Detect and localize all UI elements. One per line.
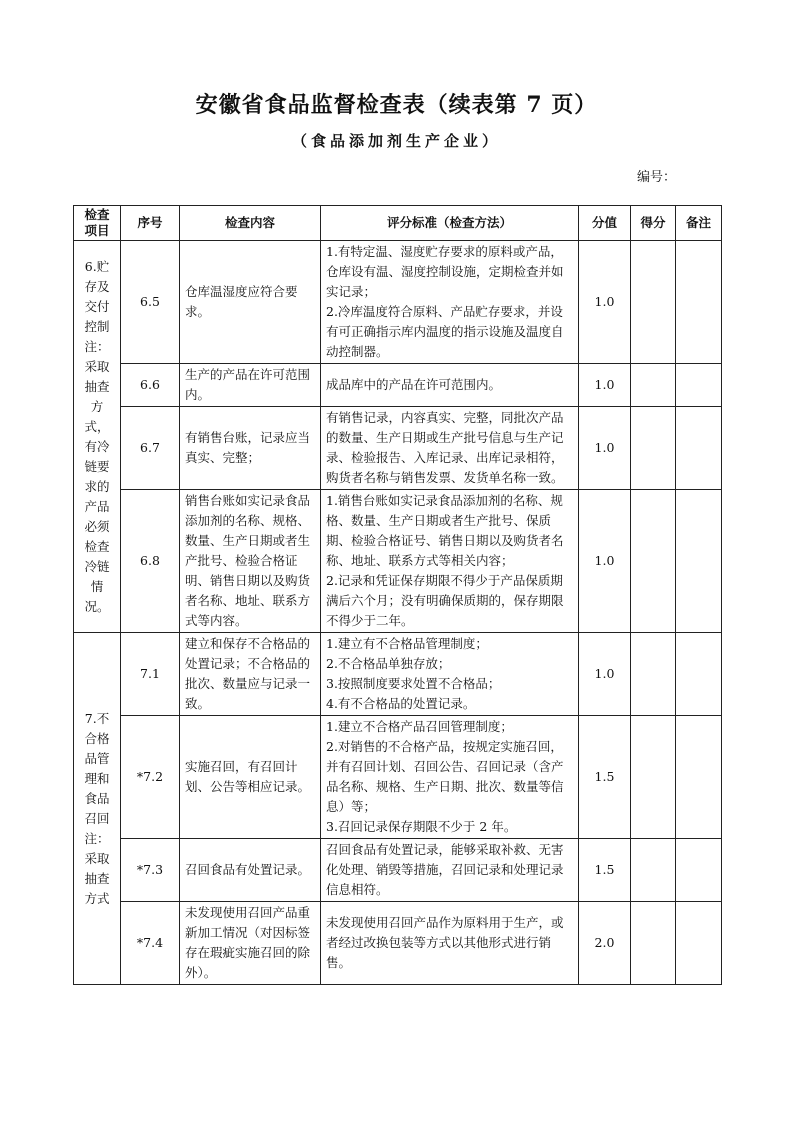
row-criteria: 1.建立不合格产品召回管理制度； 2.对销售的不合格产品，按规定实施召回，并有召回计划、召回公告、召回记录（含产品名称、规格、生产日期、批次、数量等信息）等； 3.召回记录保存期限不少于 2 年。 <box>321 716 579 839</box>
row-score: 1.0 <box>579 364 631 407</box>
row-criteria: 1.建立有不合格品管理制度； 2.不合格品单独存放； 3.按照制度要求处置不合格品； 4.有不合格品的处置记录。 <box>321 633 579 716</box>
row-number: *7.2 <box>121 716 180 839</box>
table-row <box>74 716 722 839</box>
row-score: 1.5 <box>579 839 631 902</box>
row-obtained-cell[interactable] <box>631 839 676 902</box>
table-row <box>74 839 722 902</box>
row-criteria: 成品库中的产品在许可范围内。 <box>321 364 579 407</box>
column-header-content: 检查内容 <box>180 206 321 241</box>
row-content: 实施召回，有召回计划、公告等相应记录。 <box>180 716 321 839</box>
row-number: 6.7 <box>121 407 180 490</box>
row-content: 召回食品有处置记录。 <box>180 839 321 902</box>
row-number: 6.8 <box>121 490 180 633</box>
row-number: *7.3 <box>121 839 180 902</box>
row-score: 1.5 <box>579 716 631 839</box>
table-row <box>74 407 722 490</box>
column-header-obtained: 得分 <box>631 206 676 241</box>
row-score: 1.0 <box>579 490 631 633</box>
row-obtained-cell[interactable] <box>631 364 676 407</box>
column-header-score: 分值 <box>579 206 631 241</box>
row-remarks-cell[interactable] <box>676 716 722 839</box>
row-criteria: 1.销售台账如实记录食品添加剂的名称、规格、数量、生产日期或者生产批号、保质期、检验合格证号、销售日期以及购货者名称、地址、联系方式等相关内容； 2.记录和凭证保存期限不得少于产品保质期满后六个月；没有明确保质期的，保存期限不得少于二年。 <box>321 490 579 633</box>
group-item-cell: 7.不 合格 品管 理和 食品 召回 注： 采取 抽查 方式 <box>74 633 121 985</box>
table-row <box>74 902 722 985</box>
page-title: 安徽省食品监督检查表（续表第 7 页） <box>195 92 598 118</box>
table-row <box>74 241 722 364</box>
row-remarks-cell[interactable] <box>676 633 722 716</box>
row-content: 未发现使用召回产品重新加工情况（对因标签存在瑕疵实施召回的除外）。 <box>180 902 321 985</box>
row-score: 1.0 <box>579 241 631 364</box>
inspection-table <box>73 205 722 985</box>
row-criteria: 有销售记录，内容真实、完整，同批次产品的数量、生产日期或生产批号信息与生产记录、检验报告、入库记录、出库记录相符，购货者名称与销售发票、发货单名称一致。 <box>321 407 579 490</box>
table-row <box>74 633 722 716</box>
row-content: 仓库温湿度应符合要求。 <box>180 241 321 364</box>
page-subtitle: （食品添加剂生产企业） <box>291 132 501 150</box>
row-obtained-cell[interactable] <box>631 902 676 985</box>
row-obtained-cell[interactable] <box>631 716 676 839</box>
row-score: 1.0 <box>579 633 631 716</box>
column-header-criteria: 评分标准（检查方法） <box>321 206 579 241</box>
table-header-row <box>74 206 722 241</box>
row-number: 6.5 <box>121 241 180 364</box>
table-row <box>74 364 722 407</box>
row-obtained-cell[interactable] <box>631 633 676 716</box>
row-content: 有销售台账，记录应当真实、完整； <box>180 407 321 490</box>
row-score: 1.0 <box>579 407 631 490</box>
row-criteria: 未发现使用召回产品作为原料用于生产，或者经过改换包装等方式以其他形式进行销售。 <box>321 902 579 985</box>
row-obtained-cell[interactable] <box>631 241 676 364</box>
row-number: *7.4 <box>121 902 180 985</box>
row-remarks-cell[interactable] <box>676 364 722 407</box>
row-remarks-cell[interactable] <box>676 490 722 633</box>
column-header-no: 序号 <box>121 206 180 241</box>
row-remarks-cell[interactable] <box>676 902 722 985</box>
column-header-remarks: 备注 <box>676 206 722 241</box>
row-criteria: 召回食品有处置记录，能够采取补救、无害化处理、销毁等措施，召回记录和处理记录信息相符。 <box>321 839 579 902</box>
row-remarks-cell[interactable] <box>676 241 722 364</box>
row-remarks-cell[interactable] <box>676 839 722 902</box>
table-row <box>74 490 722 633</box>
serial-number-label: 编号： <box>637 170 677 185</box>
row-obtained-cell[interactable] <box>631 407 676 490</box>
row-score: 2.0 <box>579 902 631 985</box>
row-criteria: 1.有特定温、湿度贮存要求的原料或产品，仓库设有温、湿度控制设施，定期检查并如实记录； 2.冷库温度符合原料、产品贮存要求，并设有可正确指示库内温度的指示设施及温度自动控制器。 <box>321 241 579 364</box>
row-content: 建立和保存不合格品的处置记录；不合格品的批次、数量应与记录一致。 <box>180 633 321 716</box>
row-content: 生产的产品在许可范围内。 <box>180 364 321 407</box>
row-number: 6.6 <box>121 364 180 407</box>
row-remarks-cell[interactable] <box>676 407 722 490</box>
row-obtained-cell[interactable] <box>631 490 676 633</box>
column-header-item: 检查 项目 <box>74 206 121 241</box>
group-item-cell: 6.贮 存及 交付 控制 注： 采取 抽查 方 式， 有冷 链要 求的 产品 必须 检查 冷链 情 况。 <box>74 241 121 633</box>
row-content: 销售台账如实记录食品添加剂的名称、规格、数量、生产日期或者生产批号、检验合格证明、销售日期以及购货者名称、地址、联系方式等内容。 <box>180 490 321 633</box>
row-number: 7.1 <box>121 633 180 716</box>
